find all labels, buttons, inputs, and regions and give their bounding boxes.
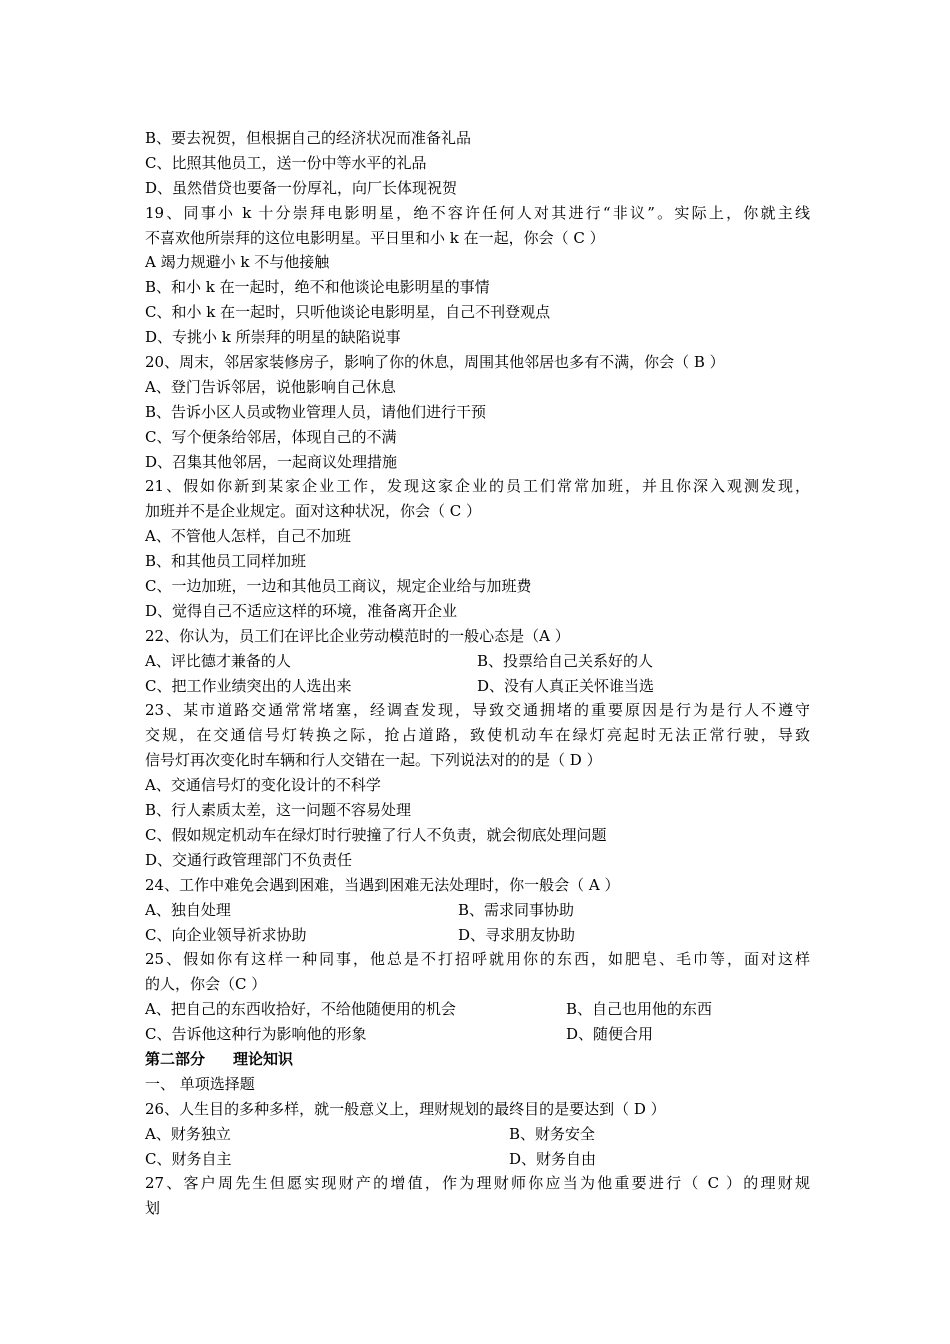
option-text: A、评比德才兼备的人	[145, 651, 291, 670]
text-line: A、交通信号灯的变化设计的不科学	[145, 776, 381, 795]
text-line: C、写个便条给邻居，体现自己的不满	[145, 427, 397, 446]
option-row	[145, 1122, 810, 1147]
text-line: B、和其他员工同样加班	[145, 552, 307, 571]
text-line: 不喜欢他所崇拜的这位电影明星。平日里和小 k 在一起，你会（ C ）	[145, 228, 605, 247]
option-text: D、没有人真正关怀谁当选	[477, 676, 655, 695]
option-row	[145, 674, 810, 699]
option-text: C、告诉他这种行为影响他的形象	[145, 1025, 367, 1044]
text-line: 的人，你会（C ）	[145, 975, 267, 994]
section-heading-part: 第二部分	[145, 1049, 206, 1068]
text-line: B、要去祝贺，但根据自己的经济状况而准备礼品	[145, 129, 472, 147]
text-line: 19、同事小 k 十分崇拜电影明星，绝不容许任何人对其进行“非议”。实际上，你就主线	[145, 203, 810, 222]
option-text: B、财务安全	[509, 1124, 596, 1143]
option-row	[145, 923, 810, 948]
text-line: 27、客户周先生但愿实现财产的增值，作为理财师你应当为他重要进行（ C ）的理财规	[145, 1174, 810, 1193]
option-text: C、把工作业绩突出的人选出来	[145, 676, 352, 695]
option-text: B、投票给自己关系好的人	[477, 651, 654, 670]
option-row	[145, 898, 810, 923]
option-row	[145, 997, 810, 1022]
text-line: 26、人生目的多种多样，就一般意义上，理财规划的最终目的是要达到（ D ）	[145, 1099, 666, 1118]
option-row	[145, 1022, 810, 1047]
text-line: C、和小 k 在一起时，只听他谈论电影明星，自己不刊登观点	[145, 303, 551, 322]
option-text: C、财务自主	[145, 1149, 232, 1168]
text-line: 21、假如你新到某家企业工作，发现这家企业的员工们常常加班，并且你深入观测发现，	[145, 477, 810, 496]
option-text: D、随便合用	[566, 1025, 654, 1044]
text-line: B、和小 k 在一起时，绝不和他谈论电影明星的事情	[145, 278, 490, 297]
text-line: 23、某市道路交通常常堵塞，经调查发现，导致交通拥堵的重要原因是行为是行人不遵守	[145, 701, 810, 720]
option-text: A、独自处理	[145, 900, 231, 919]
text-line: 一、 单项选择题	[145, 1074, 255, 1093]
option-text: A、把自己的东西收拾好，不给他随便用的机会	[145, 1000, 456, 1019]
section-heading	[145, 1047, 810, 1072]
text-line: A、登门告诉邻居，说他影响自己休息	[145, 377, 396, 396]
text-line: C、假如规定机动车在绿灯时行驶撞了行人不负责，就会彻底处理问题	[145, 825, 607, 844]
option-text: C、向企业领导祈求协助	[145, 925, 307, 944]
text-line: D、虽然借贷也要备一份厚礼，向厂长体现祝贺	[145, 178, 458, 197]
text-line: 20、周末，邻居家装修房子，影响了你的休息，周围其他邻居也多有不满，你会（ B ）	[145, 353, 725, 372]
text-line: 25、假如你有这样一种同事，他总是不打招呼就用你的东西，如肥皂、毛巾等，面对这样	[145, 950, 810, 969]
option-text: D、财务自由	[509, 1149, 597, 1168]
option-text: D、寻求朋友协助	[458, 925, 576, 944]
text-line: A、不管他人怎样，自己不加班	[145, 527, 351, 546]
text-line: 加班并不是企业规定。面对这种状况，你会（ C ）	[145, 502, 482, 521]
option-row	[145, 649, 810, 674]
text-line: 22、你认为，员工们在评比企业劳动模范时的一般心态是（A ）	[145, 626, 570, 645]
text-line: C、一边加班，一边和其他员工商议，规定企业给与加班费	[145, 577, 532, 596]
document-body	[145, 126, 810, 1221]
text-line: 24、工作中难免会遇到困难，当遇到困难无法处理时，你一般会（ A ）	[145, 875, 620, 894]
text-line: D、交通行政管理部门不负责任	[145, 850, 353, 869]
text-line: D、觉得自己不适应这样的环境，准备离开企业	[145, 601, 458, 620]
text-line: 划	[145, 1199, 161, 1218]
text-line: 交规，在交通信号灯转换之际，抢占道路，致使机动车在绿灯亮起时无法正常行驶，导致	[145, 726, 810, 745]
section-heading-part: 理论知识	[233, 1049, 294, 1068]
text-line: D、召集其他邻居，一起商议处理措施	[145, 452, 398, 471]
option-row	[145, 1147, 810, 1172]
text-line: D、专挑小 k 所崇拜的明星的缺陷说事	[145, 328, 401, 347]
option-text: B、需求同事协助	[458, 900, 575, 919]
option-text: B、自己也用他的东西	[566, 1000, 713, 1019]
text-line: 信号灯再次变化时车辆和行人交错在一起。下列说法对的的是（ D ）	[145, 751, 602, 770]
option-text: A、财务独立	[145, 1124, 231, 1143]
text-line: A 竭力规避小 k 不与他接触	[145, 253, 330, 272]
text-line: B、告诉小区人员或物业管理人员，请他们进行干预	[145, 402, 487, 421]
text-line: B、行人素质太差，这一问题不容易处理	[145, 801, 412, 820]
text-line: C、比照其他员工，送一份中等水平的礼品	[145, 153, 427, 172]
